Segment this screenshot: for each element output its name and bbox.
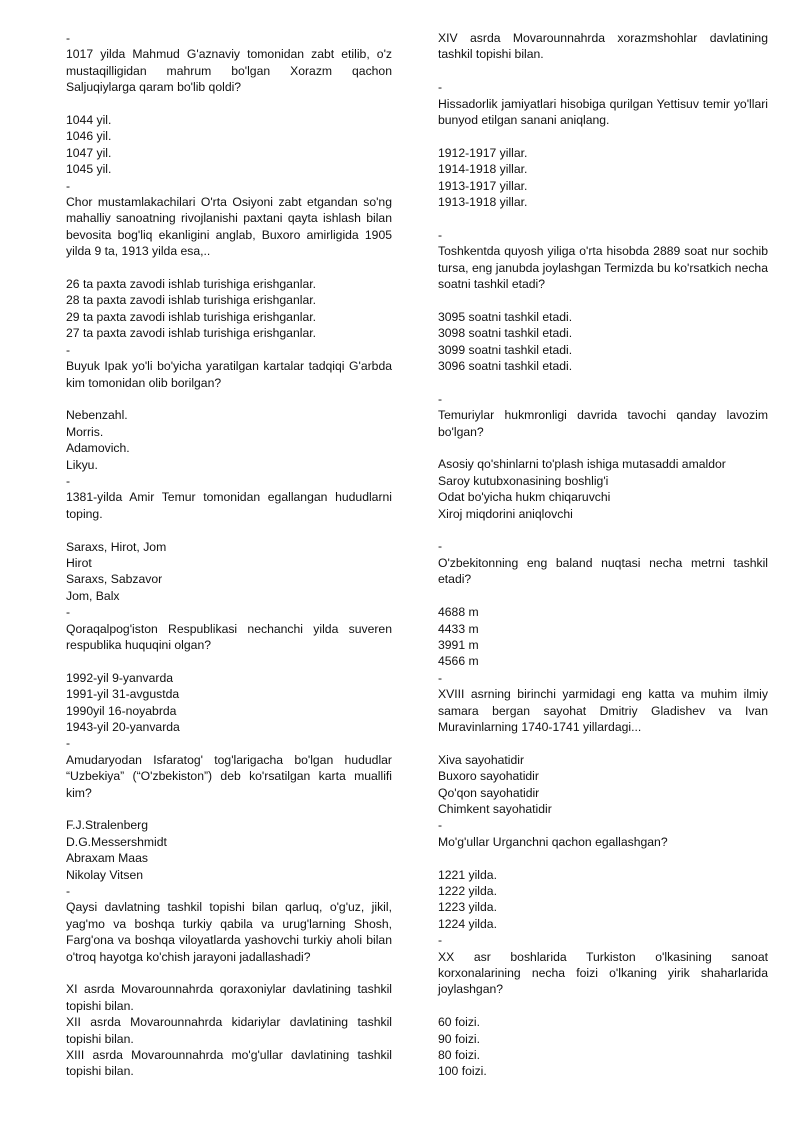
question-block bbox=[438, 817, 768, 932]
answer-option[interactable]: Xiroj miqdorini aniqlovchi bbox=[438, 506, 573, 521]
question-separator: - bbox=[66, 736, 71, 751]
answer-option[interactable]: XII asrda Movarounnahrda kidariylar davlatining tashkil topishi bilan. bbox=[66, 1015, 392, 1046]
answer-option[interactable]: 4433 m bbox=[438, 621, 479, 636]
question-separator: - bbox=[438, 539, 443, 554]
answer-option[interactable]: 28 ta paxta zavodi ishlab turishiga erishganlar. bbox=[66, 293, 316, 308]
answer-option[interactable]: 80 foizi. bbox=[438, 1048, 481, 1063]
question-gap bbox=[66, 522, 392, 538]
answer-option[interactable]: Nebenzahl. bbox=[66, 408, 128, 423]
question-gap bbox=[438, 588, 768, 604]
answer-option[interactable]: 1912-1917 yillar. bbox=[438, 145, 528, 160]
answer-option[interactable]: 1914-1918 yillar. bbox=[438, 162, 528, 177]
answer-option[interactable]: Likyu. bbox=[66, 457, 98, 472]
question-text: Chor mustamlakachilari O'rta Osiyoni zabt etgandan so'ng mahalliy sanoatning rivojlanishi paxtani qayta ishlash bilan bevosita bog'liq ekanligini anglab, Buxoro amirligida 1905 yilda 9 ta, 1913 yilda esa,.. bbox=[66, 195, 392, 259]
question-separator: - bbox=[438, 933, 443, 948]
question-separator: - bbox=[66, 31, 71, 45]
answer-option[interactable]: Morris. bbox=[66, 424, 104, 439]
question-gap bbox=[66, 653, 392, 669]
question-text: 1017 yilda Mahmud G'aznaviy tomonidan zabt etilib, o'z mustaqilligidan mahrum bo'lgan Xorazm qachon Saljuqiylarga qaram bo'lib qoldi? bbox=[66, 47, 392, 95]
question-separator: - bbox=[438, 818, 443, 833]
question-separator: - bbox=[66, 473, 71, 488]
answer-option[interactable]: Xiva sayohatidir bbox=[438, 752, 525, 767]
question-text: XVIII asrning birinchi yarmidagi eng katta va muhim ilmiy samara bergan sayohat Dmitriy Gladishev va Ivan Muravinlarning 1740-1741 yillardagi... bbox=[438, 687, 768, 734]
answer-option[interactable]: Odat bo'yicha hukm chiqaruvchi bbox=[438, 490, 611, 505]
answer-option[interactable]: 4688 m bbox=[438, 605, 479, 620]
question-block bbox=[66, 883, 392, 1080]
question-separator: - bbox=[438, 391, 443, 406]
answer-option[interactable]: 3095 soatni tashkil etadi. bbox=[438, 309, 573, 324]
question-separator: - bbox=[66, 605, 71, 620]
question-text: Qaysi davlatning tashkil topishi bilan qarluq, o'g'uz, jikil, yag'mo va boshqa turkiy qabila va urug'larning Shosh, Farg'ona va boshqa viloyatlarda yashovchi turkiy aholi bilan o'troq hayotga ko'chish jarayoni jadallashadi? bbox=[66, 900, 392, 964]
question-gap bbox=[66, 801, 392, 817]
question-block bbox=[66, 473, 392, 604]
question-gap bbox=[438, 292, 768, 308]
answer-option[interactable]: Abraxam Maas bbox=[66, 851, 148, 866]
answer-option[interactable]: 1943-yil 20-yanvarda bbox=[66, 719, 180, 734]
answer-option[interactable]: 1224 yilda. bbox=[438, 916, 497, 931]
question-gap bbox=[438, 128, 768, 144]
answer-option[interactable]: 3991 m bbox=[438, 637, 479, 652]
answer-option[interactable]: 27 ta paxta zavodi ishlab turishiga erishganlar. bbox=[66, 326, 316, 341]
answer-option[interactable]: 29 ta paxta zavodi ishlab turishiga erishganlar. bbox=[66, 309, 316, 324]
question-gap bbox=[66, 965, 392, 981]
question-text: Mo'g'ullar Urganchni qachon egallashgan? bbox=[438, 834, 668, 849]
answer-option[interactable]: 1221 yilda. bbox=[438, 867, 497, 882]
answer-option[interactable]: 60 foizi. bbox=[438, 1015, 481, 1030]
question-gap bbox=[438, 440, 768, 456]
question-text: Amudaryodan Isfaratog' tog'larigacha bo'lgan hududlar “Uzbekiya” (“O'zbekiston”) deb ko'rsatilgan karta muallifi kim? bbox=[66, 752, 392, 800]
question-block bbox=[438, 670, 768, 818]
question-separator: - bbox=[66, 884, 71, 899]
question-block bbox=[438, 391, 768, 522]
question-separator: - bbox=[438, 227, 443, 242]
answer-option[interactable]: 1223 yilda. bbox=[438, 900, 497, 915]
answer-option[interactable]: 1990yil 16-noyabrda bbox=[66, 703, 177, 718]
question-text: Qoraqalpog'iston Respublikasi nechanchi yilda suveren respublika huquqini olgan? bbox=[66, 621, 392, 652]
answer-option[interactable]: Buxoro sayohatidir bbox=[438, 769, 539, 784]
question-block bbox=[438, 79, 768, 210]
answer-option[interactable]: 1047 yil. bbox=[66, 145, 112, 160]
answer-option[interactable]: 1222 yilda. bbox=[438, 883, 497, 898]
question-block bbox=[438, 932, 768, 1080]
answer-option[interactable]: Adamovich. bbox=[66, 441, 130, 456]
answer-option[interactable]: 1991-yil 31-avgustda bbox=[66, 687, 180, 702]
answer-option[interactable]: 3099 soatni tashkil etadi. bbox=[438, 342, 573, 357]
question-text: Toshkentda quyosh yiliga o'rta hisobda 2889 soat nur sochib tursa, eng janubda joylashgan Termizda bu ko'rsatkich necha soatni tashkil etadi? bbox=[438, 244, 768, 292]
question-gap bbox=[438, 998, 768, 1014]
answer-option[interactable]: F.J.Stralenberg bbox=[66, 818, 148, 833]
answer-option[interactable]: Saraxs, Sabzavor bbox=[66, 572, 163, 587]
question-text: O'zbekitonning eng baland nuqtasi necha metrni tashkil etadi? bbox=[438, 555, 768, 587]
question-block bbox=[66, 342, 392, 473]
answer-option[interactable]: Nikolay Vitsen bbox=[66, 867, 143, 882]
answer-option[interactable]: Hirot bbox=[66, 555, 92, 570]
question-text: Hissadorlik jamiyatlari hisobiga qurilgan Yettisuv temir yo'llari bunyod etilgan sanani aniqlang. bbox=[438, 96, 768, 128]
answer-option[interactable]: XIII asrda Movarounnahrda mo'g'ullar davlatining tashkil topishi bilan. bbox=[66, 1048, 392, 1079]
answer-option[interactable]: 3098 soatni tashkil etadi. bbox=[438, 326, 573, 341]
answer-option[interactable]: 3096 soatni tashkil etadi. bbox=[438, 359, 573, 374]
question-separator: - bbox=[66, 342, 71, 357]
answer-option[interactable]: Asosiy qo'shinlarni to'plash ishiga mutasaddi amaldor bbox=[438, 457, 726, 472]
answer-option[interactable]: 100 foizi. bbox=[438, 1064, 487, 1079]
answer-option[interactable]: XIV asrda Movarounnahrda xorazmshohlar davlatining tashkil topishi bilan. bbox=[438, 31, 768, 62]
question-gap bbox=[66, 391, 392, 407]
question-text: Temuriylar hukmronligi davrida tavochi qanday lavozim bo'lgan? bbox=[438, 408, 768, 439]
answer-option[interactable]: Jom, Balx bbox=[66, 588, 120, 603]
answer-option[interactable]: XI asrda Movarounnahrda qoraxoniylar davlatining tashkil topishi bilan. bbox=[66, 982, 392, 1013]
question-block bbox=[438, 227, 768, 375]
question-block bbox=[66, 30, 392, 178]
answer-option[interactable]: 26 ta paxta zavodi ishlab turishiga erishganlar. bbox=[66, 277, 316, 292]
answer-option[interactable]: 1913-1918 yillar. bbox=[438, 195, 528, 210]
answer-option[interactable]: 1046 yil. bbox=[66, 129, 112, 144]
question-text: 1381-yilda Amir Temur tomonidan egallangan hududlarni toping. bbox=[66, 490, 392, 521]
answer-option[interactable]: Chimkent sayohatidir bbox=[438, 801, 552, 816]
right-column bbox=[438, 30, 768, 1080]
left-column bbox=[66, 30, 392, 1080]
question-gap bbox=[438, 735, 768, 751]
question-text: XX asr boshlarida Turkiston o'lkasining sanoat korxonalarining necha foizi o'lkaning yirik shaharlarida joylashgan? bbox=[438, 949, 768, 997]
question-block bbox=[66, 178, 392, 342]
answer-option[interactable]: Qo'qon sayohatidir bbox=[438, 785, 540, 800]
question-gap bbox=[66, 96, 392, 112]
answer-option[interactable]: 1992-yil 9-yanvarda bbox=[66, 670, 174, 685]
question-gap bbox=[438, 850, 768, 866]
question-block bbox=[438, 538, 768, 669]
answer-option[interactable]: Saraxs, Hirot, Jom bbox=[66, 539, 167, 554]
question-separator: - bbox=[438, 670, 443, 685]
question-block bbox=[66, 604, 392, 735]
answer-option[interactable]: 90 foizi. bbox=[438, 1031, 481, 1046]
answer-option[interactable]: 1045 yil. bbox=[66, 162, 112, 177]
question-block bbox=[66, 735, 392, 883]
question-separator: - bbox=[438, 80, 443, 95]
answer-option[interactable]: 4566 m bbox=[438, 654, 479, 669]
answer-option[interactable]: 1044 yil. bbox=[66, 113, 112, 128]
question-separator: - bbox=[66, 178, 71, 193]
question-block bbox=[438, 30, 768, 63]
answer-option[interactable]: 1913-1917 yillar. bbox=[438, 178, 528, 193]
question-gap bbox=[66, 260, 392, 276]
answer-option[interactable]: D.G.Messershmidt bbox=[66, 834, 167, 849]
question-text: Buyuk Ipak yo'li bo'yicha yaratilgan kartalar tadqiqi G'arbda kim tomonidan olib borilgan? bbox=[66, 359, 392, 390]
answer-option[interactable]: Saroy kutubxonasining boshlig'i bbox=[438, 473, 609, 488]
